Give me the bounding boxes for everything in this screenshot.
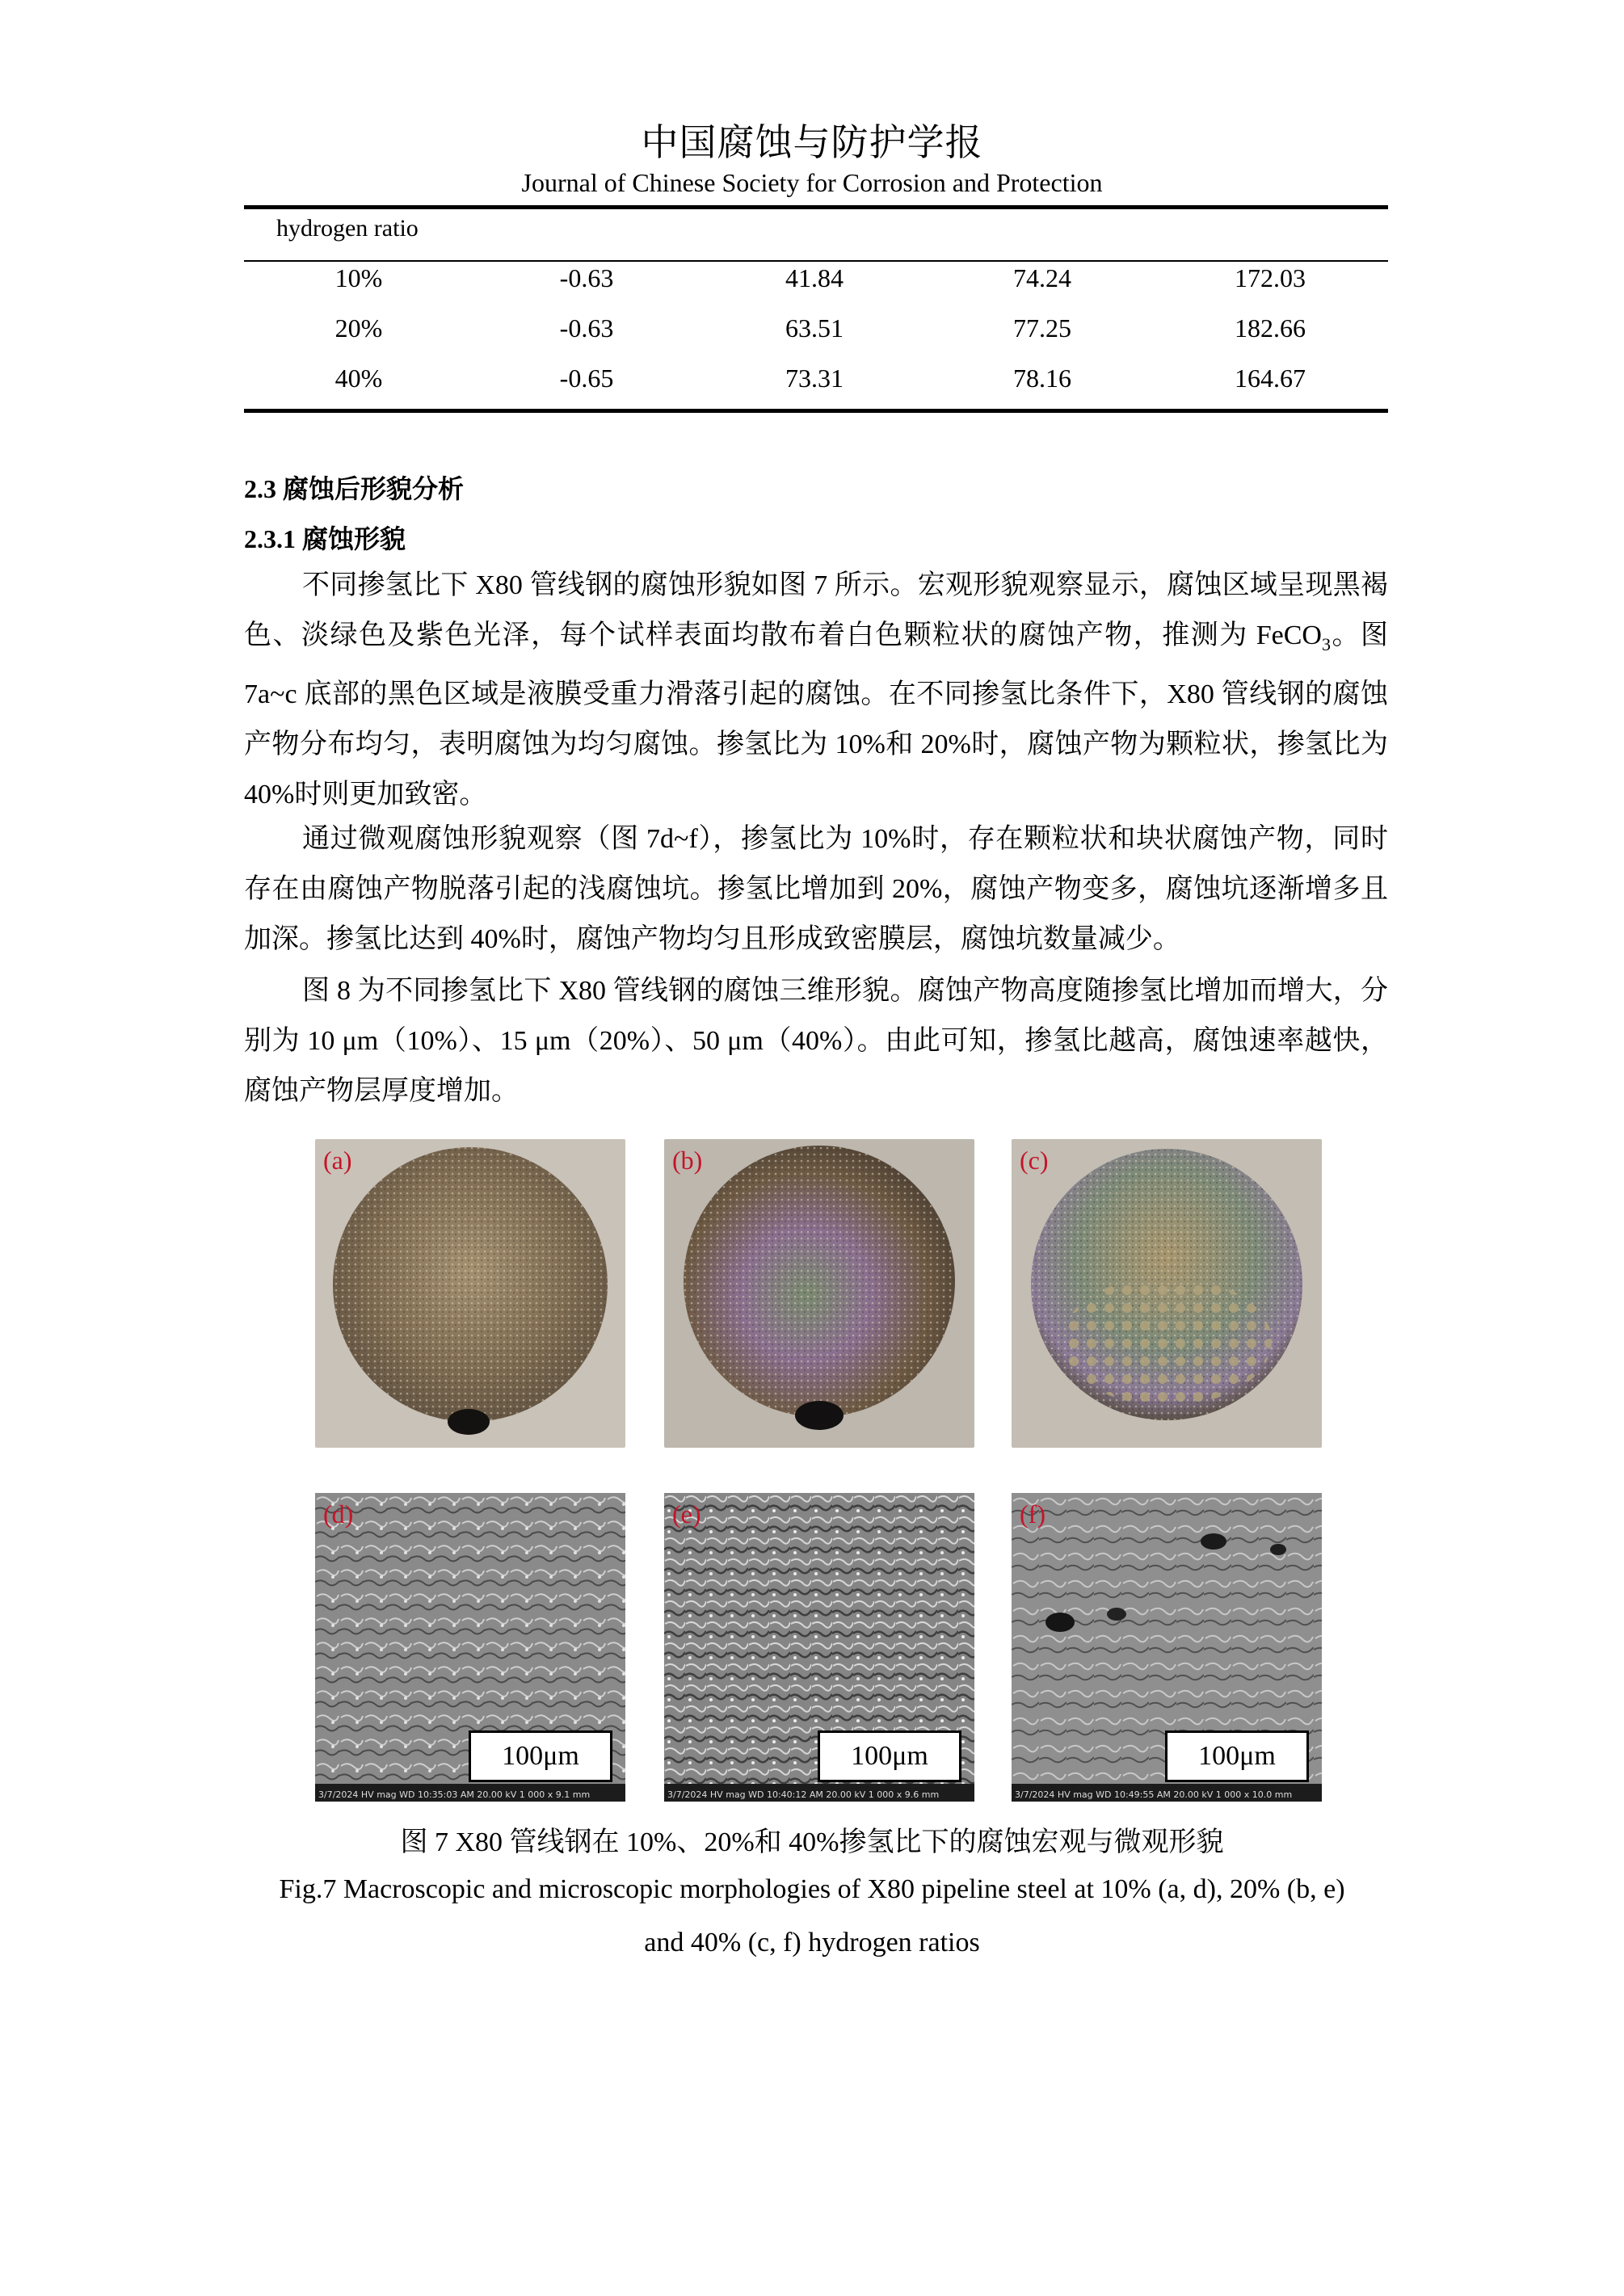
corroded-disc-image	[664, 1139, 974, 1448]
macro-photo-b	[664, 1139, 974, 1448]
journal-title-en: Journal of Chinese Society for Corrosion and Protection	[521, 168, 1103, 197]
table-cell: 164.67	[1235, 364, 1306, 393]
panel-label-f: (f)	[1020, 1499, 1046, 1529]
figure-caption-en-line1: Fig.7 Macroscopic and microscopic morphologies of X80 pipeline steel at 10% (a, d), 20% (b, e)	[279, 1874, 1345, 1904]
panel-label-a: (a)	[323, 1146, 352, 1175]
scale-bar: 100μm	[469, 1730, 612, 1782]
panel-label-b: (b)	[672, 1146, 703, 1175]
scale-bar: 100μm	[1165, 1730, 1309, 1782]
table-top-rule	[244, 205, 1388, 209]
scale-bar: 100μm	[818, 1730, 961, 1782]
corroded-disc-image	[315, 1139, 625, 1448]
body-paragraph-2: 通过微观腐蚀形貌观察（图 7d~f），掺氢比为 10%时，存在颗粒状和块状腐蚀产物，同时存在由腐蚀产物脱落引起的浅腐蚀坑。掺氢比增加到 20%，腐蚀产物变多，腐蚀坑逐渐增多且加深。掺氢比达到 40%时，腐蚀产物均匀且形成致密膜层，腐蚀坑数量减少。	[244, 824, 1388, 954]
table-cell: 63.51	[785, 313, 844, 343]
subsection-heading: 2.3.1 腐蚀形貌	[244, 524, 406, 553]
figure-caption-cn: 图 7 X80 管线钢在 10%、20%和 40%掺氢比下的腐蚀宏观与微观形貌	[400, 1827, 1224, 1857]
sem-data-text: 3/7/2024 HV mag WD 10:49:55 AM 20.00 kV 1 000 x 10.0 mm	[1015, 1789, 1293, 1800]
sem-image-d	[315, 1493, 625, 1802]
table-cell: 182.66	[1235, 313, 1306, 343]
table-cell: -0.63	[559, 313, 614, 343]
sem-image-f	[1012, 1493, 1322, 1802]
sem-image-e	[664, 1493, 974, 1802]
sem-data-text: 3/7/2024 HV mag WD 10:35:03 AM 20.00 kV 1 000 x 9.1 mm	[318, 1789, 591, 1800]
table-cell: 40%	[334, 364, 383, 393]
journal-title-cn: 中国腐蚀与防护学报	[641, 122, 983, 163]
panel-label-d: (d)	[323, 1499, 354, 1529]
macro-photo-a	[315, 1139, 625, 1448]
corroded-disc-image	[1012, 1139, 1322, 1448]
body-paragraph-1: 不同掺氢比下 X80 管线钢的腐蚀形貌如图 7 所示。宏观形貌观察显示，腐蚀区域呈现黑褐色、淡绿色及紫色光泽，每个试样表面均散布着白色颗粒状的腐蚀产物，推测为 FeCO$_3$。图 7a~c 底部的黑色区域是液膜受重力滑落引起的腐蚀。在不同掺氢比条件下，X80 管线钢的腐蚀产物分布均匀，表明腐蚀为均匀腐蚀。掺氢比为 10%和 20%时，腐蚀产物为颗粒状，掺氢比为 40%时则更加致密。	[244, 570, 1388, 809]
table-cell: -0.65	[559, 364, 614, 393]
table-header-hydrogen-ratio: hydrogen ratio	[276, 215, 419, 242]
figure-caption-en-line2: and 40% (c, f) hydrogen ratios	[644, 1928, 980, 1957]
panel-label-c: (c)	[1020, 1146, 1049, 1175]
table-cell: 172.03	[1235, 263, 1306, 292]
sem-data-bar	[315, 1784, 625, 1802]
table-cell: 77.25	[1013, 313, 1071, 343]
table-cell: 10%	[334, 263, 383, 292]
table-cell: -0.63	[559, 263, 614, 292]
macro-photo-c	[1012, 1139, 1322, 1448]
table-cell: 78.16	[1013, 364, 1071, 393]
body-paragraph-3: 图 8 为不同掺氢比下 X80 管线钢的腐蚀三维形貌。腐蚀产物高度随掺氢比增加而增大，分别为 10 μm（10%）、15 μm（20%）、50 μm（40%）。由此可知，掺氢比越高，腐蚀速率越快，腐蚀产物层厚度增加。	[244, 976, 1388, 1106]
section-heading: 2.3 腐蚀后形貌分析	[244, 474, 465, 503]
table-cell: 73.31	[785, 364, 844, 393]
table-cell: 74.24	[1013, 263, 1071, 292]
panel-label-e: (e)	[672, 1499, 701, 1529]
sem-data-text: 3/7/2024 HV mag WD 10:40:12 AM 20.00 kV 1 000 x 9.6 mm	[667, 1789, 940, 1800]
table-header-rule	[244, 260, 1388, 262]
table-cell: 41.84	[785, 263, 844, 292]
table-bottom-rule	[244, 409, 1388, 413]
sem-data-bar	[1012, 1784, 1322, 1802]
table-cell: 20%	[334, 313, 383, 343]
sem-data-bar	[664, 1784, 974, 1802]
